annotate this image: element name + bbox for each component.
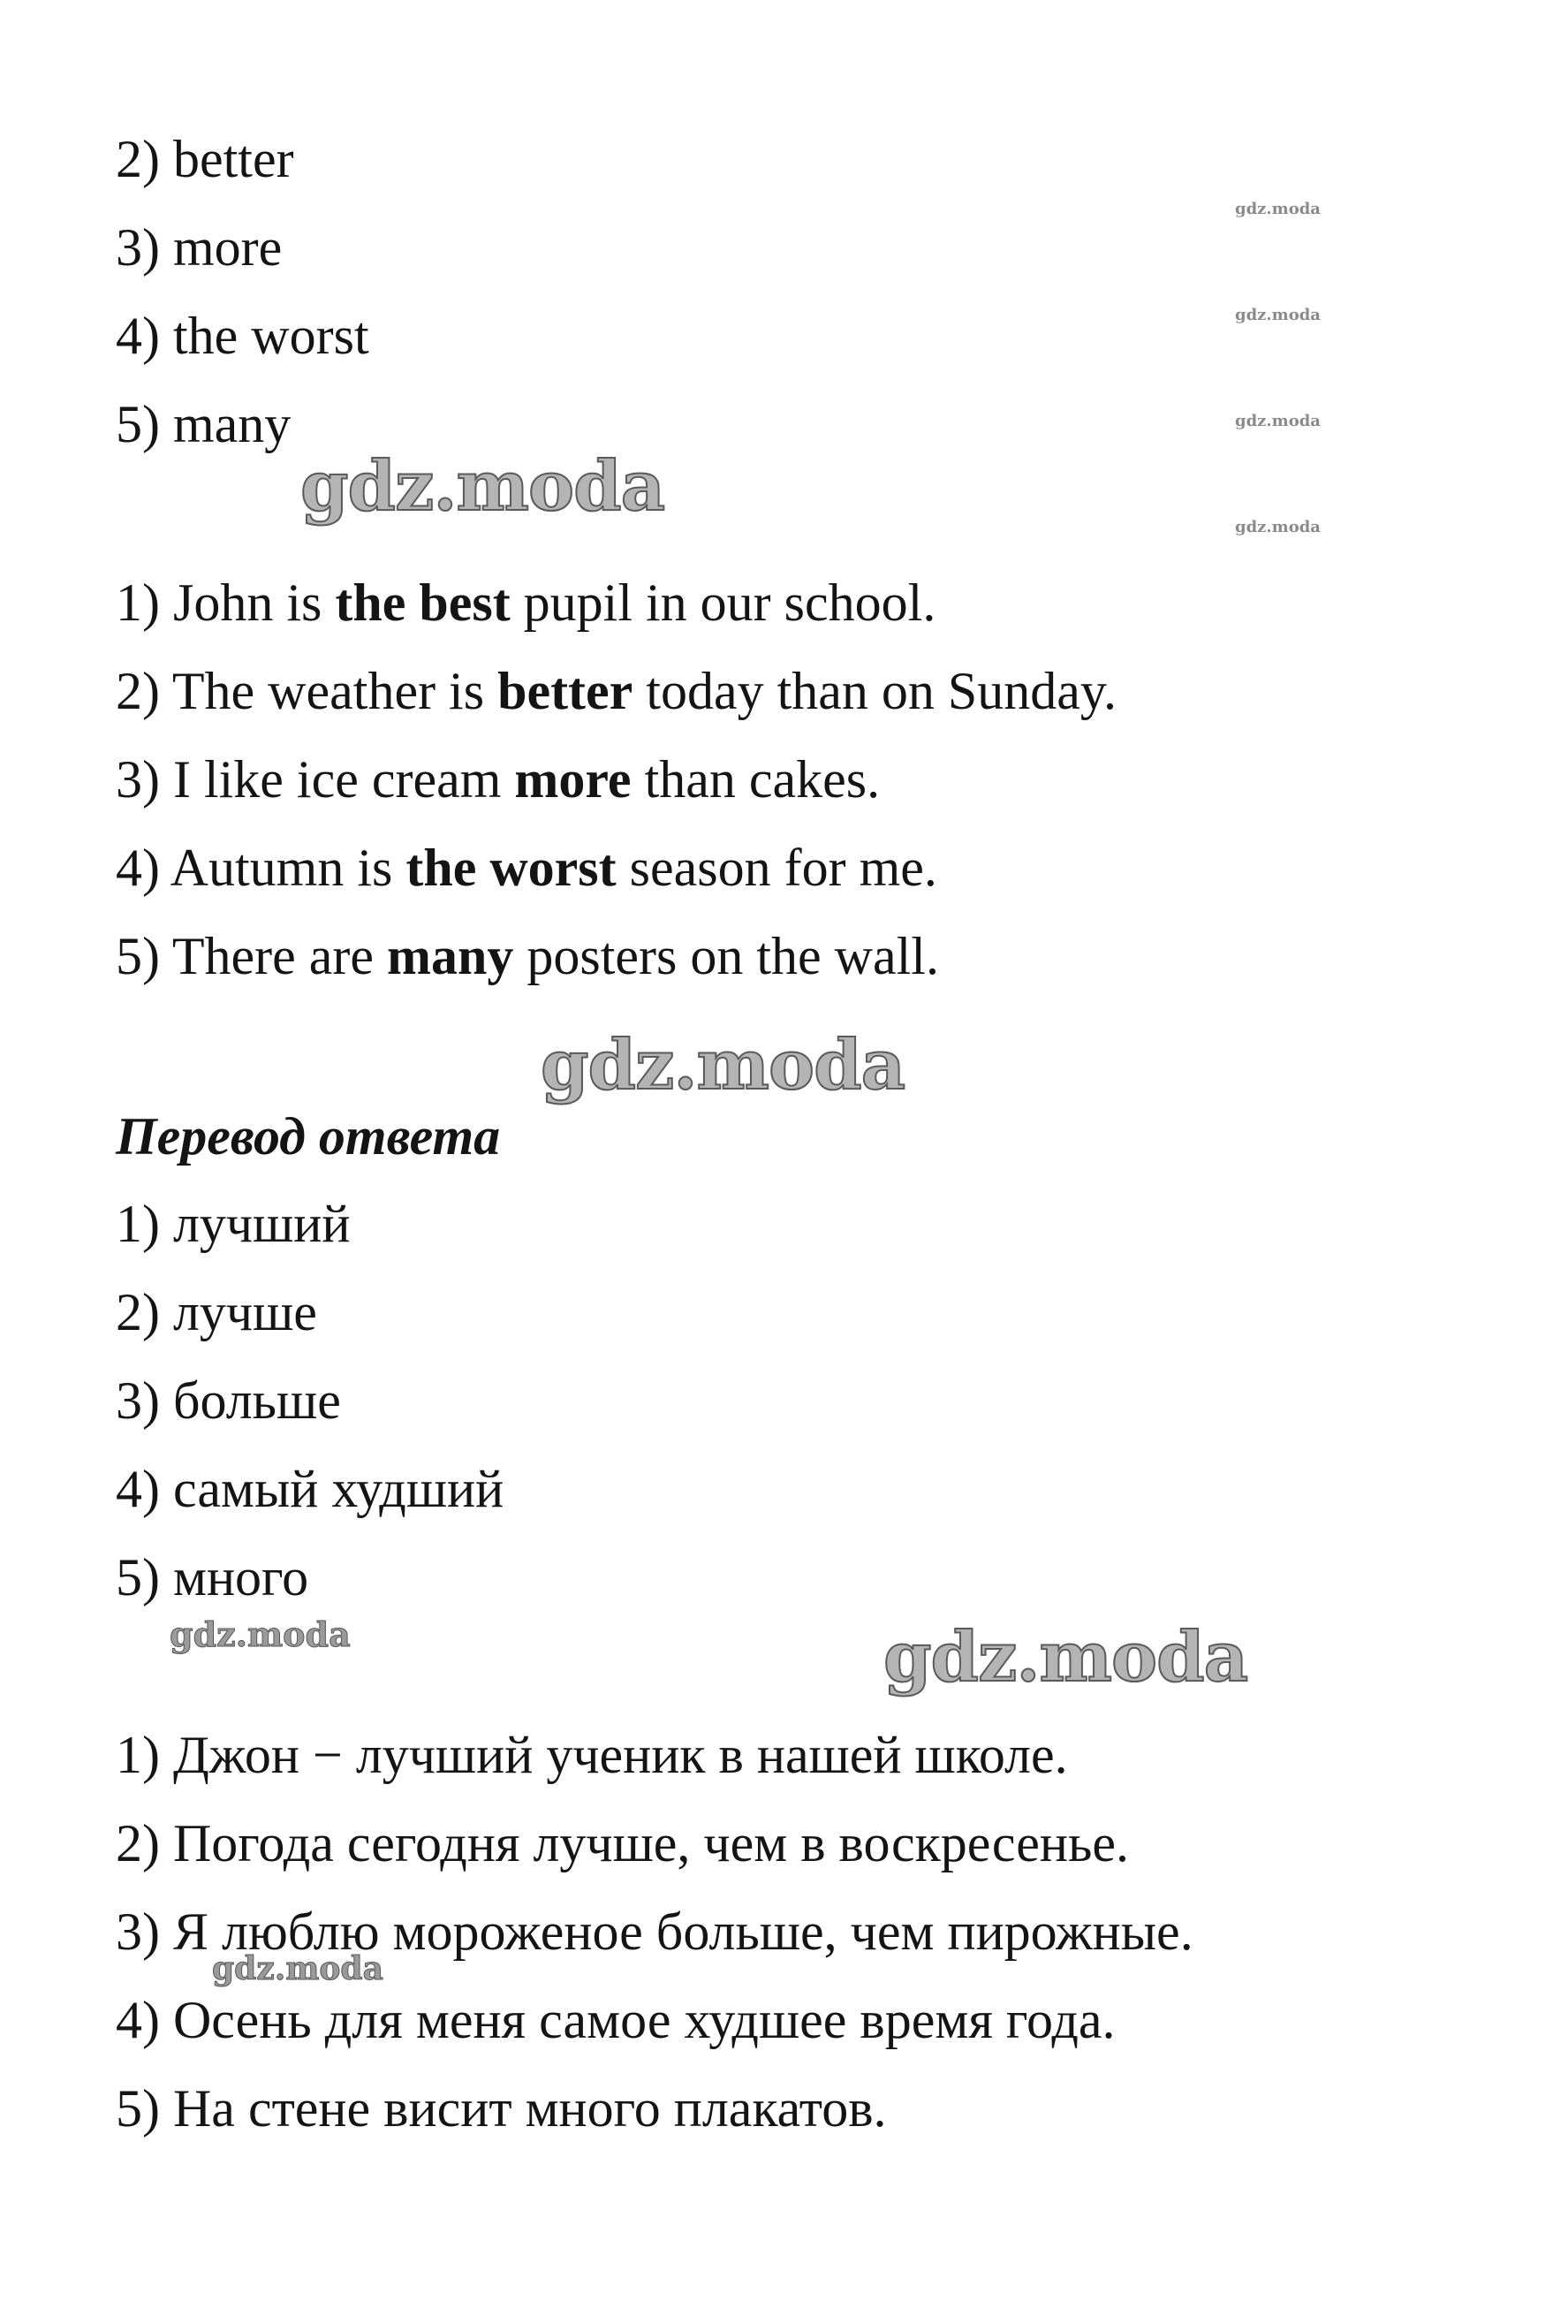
translation-heading: Перевод ответа	[116, 1107, 501, 1166]
answer-en-3: 3) more	[116, 218, 283, 277]
sentence-ru-1: 1) Джон − лучший ученик в нашей школе.	[116, 1726, 1068, 1784]
watermark-logo: gdz.moda	[1235, 518, 1321, 536]
sentence-en-3: 3) I like ice cream more than cakes.	[116, 750, 881, 809]
watermark-logo: gdz.moda	[212, 1950, 383, 1987]
sentence-en-4: 4) Autumn is the worst season for me.	[116, 839, 937, 897]
watermark-logo: gdz.moda	[170, 1614, 351, 1654]
sentence-en-5: 5) There are many posters on the wall.	[116, 927, 939, 985]
sentence-ru-5: 5) На стене висит много плакатов.	[116, 2079, 887, 2138]
sentence-en-2: 2) The weather is better today than on Sunday.	[116, 662, 1117, 720]
answer-ru-5: 5) много	[116, 1548, 309, 1606]
sentence-en-1: 1) John is the best pupil in our school.	[116, 573, 936, 632]
answer-ru-2: 2) лучше	[116, 1283, 317, 1341]
watermark-logo: gdz.moda	[541, 1025, 905, 1105]
answer-en-4: 4) the worst	[116, 307, 369, 365]
watermark-logo: gdz.moda	[883, 1617, 1248, 1697]
watermark-logo: gdz.moda	[1235, 306, 1321, 324]
watermark-logo: gdz.moda	[1235, 200, 1321, 218]
answer-ru-4: 4) самый худший	[116, 1460, 504, 1518]
sentence-ru-4: 4) Осень для меня самое худшее время года.	[116, 1991, 1116, 2049]
answer-ru-1: 1) лучший	[116, 1195, 351, 1253]
watermark-logo: gdz.moda	[300, 446, 665, 527]
watermark-logo: gdz.moda	[1235, 412, 1321, 430]
sentence-ru-2: 2) Погода сегодня лучше, чем в воскресенье.	[116, 1814, 1129, 1872]
sentence-ru-3: 3) Я люблю мороженое больше, чем пирожные.	[116, 1902, 1193, 1961]
answer-en-5: 5) many	[116, 395, 292, 453]
answer-en-2: 2) better	[116, 130, 294, 188]
answer-ru-3: 3) больше	[116, 1371, 341, 1430]
